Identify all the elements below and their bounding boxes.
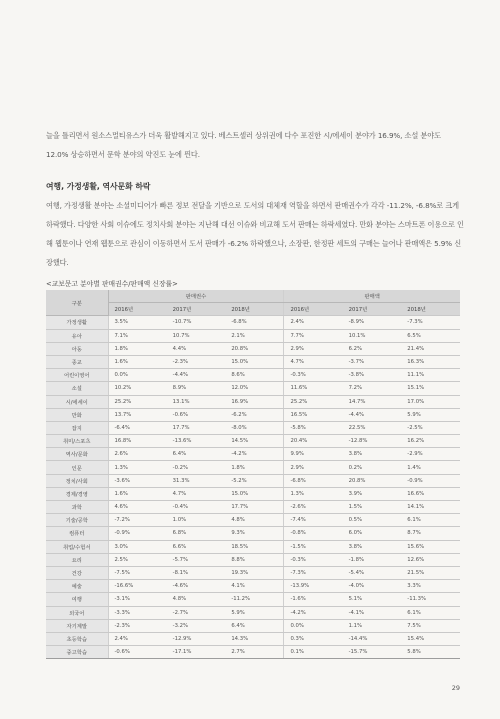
table-cell: -12.8% bbox=[343, 435, 402, 448]
table-cell: 8.6% bbox=[225, 369, 284, 382]
table-cell: 14.3% bbox=[225, 632, 284, 645]
table-cell: 6.5% bbox=[401, 329, 460, 342]
header-category: 구분 bbox=[46, 290, 108, 316]
row-category: 초등학습 bbox=[46, 632, 108, 645]
table-cell: -3.6% bbox=[108, 474, 167, 487]
table-cell: 5.9% bbox=[401, 408, 460, 421]
table-cell: -11.2% bbox=[225, 593, 284, 606]
row-category: 중고학습 bbox=[46, 646, 108, 659]
table-cell: 12.6% bbox=[401, 553, 460, 566]
row-category: 종교 bbox=[46, 355, 108, 368]
table-cell: 3.9% bbox=[343, 487, 402, 500]
table-cell: 14.1% bbox=[401, 501, 460, 514]
header-year: 2016년 bbox=[108, 303, 167, 316]
table-cell: -2.9% bbox=[401, 448, 460, 461]
table-cell: -1.6% bbox=[284, 593, 343, 606]
section-heading: 여행, 가정생활, 역사문화 하락 bbox=[46, 182, 151, 191]
table-cell: 6.6% bbox=[167, 540, 226, 553]
table-cell: 2.5% bbox=[108, 553, 167, 566]
header-group-units: 판매권수 bbox=[108, 290, 284, 303]
table-cell: 10.2% bbox=[108, 382, 167, 395]
row-category: 역사/문화 bbox=[46, 448, 108, 461]
table-cell: 7.7% bbox=[284, 329, 343, 342]
table-cell: 11.6% bbox=[284, 382, 343, 395]
table-cell: 5.9% bbox=[225, 606, 284, 619]
table-cell: 3.5% bbox=[108, 316, 167, 329]
table-cell: -0.4% bbox=[167, 501, 226, 514]
table-cell: 15.0% bbox=[225, 487, 284, 500]
table-row bbox=[46, 632, 460, 645]
table-cell: -3.1% bbox=[108, 593, 167, 606]
table-cell: 6.4% bbox=[167, 448, 226, 461]
row-category: 정치/사회 bbox=[46, 474, 108, 487]
table-cell: -15.7% bbox=[343, 646, 402, 659]
table-cell: -12.9% bbox=[167, 632, 226, 645]
table-cell: 9.3% bbox=[225, 527, 284, 540]
table-cell: 4.7% bbox=[167, 487, 226, 500]
table-cell: -13.9% bbox=[284, 580, 343, 593]
table-cell: 6.1% bbox=[401, 514, 460, 527]
table-cell: 7.2% bbox=[343, 382, 402, 395]
table-cell: -5.7% bbox=[167, 553, 226, 566]
table-cell: 21.4% bbox=[401, 342, 460, 355]
table-cell: 9.9% bbox=[284, 448, 343, 461]
table-cell: -2.6% bbox=[284, 501, 343, 514]
table-cell: 2.4% bbox=[108, 632, 167, 645]
table-cell: 1.4% bbox=[401, 461, 460, 474]
table-cell: -3.2% bbox=[167, 619, 226, 632]
row-category: 시/에세이 bbox=[46, 395, 108, 408]
row-category: 자기계발 bbox=[46, 619, 108, 632]
row-category: 취미/스포츠 bbox=[46, 435, 108, 448]
table-cell: 2.4% bbox=[284, 316, 343, 329]
table-cell: 3.0% bbox=[108, 540, 167, 553]
header-year: 2017년 bbox=[343, 303, 402, 316]
table-cell: 6.2% bbox=[343, 342, 402, 355]
table-cell: -3.7% bbox=[343, 355, 402, 368]
header-year: 2018년 bbox=[225, 303, 284, 316]
table-cell: 19.3% bbox=[225, 566, 284, 579]
table-cell: 7.1% bbox=[108, 329, 167, 342]
table-cell: 12.0% bbox=[225, 382, 284, 395]
table-cell: 2.9% bbox=[284, 461, 343, 474]
table-cell: 0.0% bbox=[284, 619, 343, 632]
table-cell: 3.3% bbox=[401, 580, 460, 593]
row-category: 어린이영어 bbox=[46, 369, 108, 382]
row-category: 인문 bbox=[46, 461, 108, 474]
table-cell: 3.8% bbox=[343, 448, 402, 461]
table-row bbox=[46, 501, 460, 514]
table-cell: 0.5% bbox=[343, 514, 402, 527]
table-cell: -7.3% bbox=[284, 566, 343, 579]
table-cell: 1.1% bbox=[343, 619, 402, 632]
table-cell: -5.2% bbox=[225, 474, 284, 487]
table-body bbox=[46, 316, 460, 659]
table-row bbox=[46, 342, 460, 355]
table-cell: 21.5% bbox=[401, 566, 460, 579]
table-row bbox=[46, 435, 460, 448]
table-row bbox=[46, 553, 460, 566]
table-row bbox=[46, 408, 460, 421]
table-cell: 1.6% bbox=[108, 487, 167, 500]
table-cell: -7.2% bbox=[108, 514, 167, 527]
table-row bbox=[46, 421, 460, 434]
table-cell: -0.6% bbox=[108, 646, 167, 659]
table-cell: -4.4% bbox=[167, 369, 226, 382]
table-cell: 13.1% bbox=[167, 395, 226, 408]
table-cell: 2.9% bbox=[284, 342, 343, 355]
table-cell: -2.5% bbox=[401, 421, 460, 434]
table-cell: -17.1% bbox=[167, 646, 226, 659]
table-cell: 4.8% bbox=[225, 514, 284, 527]
header-year: 2017년 bbox=[167, 303, 226, 316]
table-cell: -4.6% bbox=[167, 580, 226, 593]
table-cell: 17.7% bbox=[167, 421, 226, 434]
table-cell: 1.8% bbox=[108, 342, 167, 355]
table-cell: 25.2% bbox=[284, 395, 343, 408]
table-row bbox=[46, 593, 460, 606]
table-cell: 2.7% bbox=[225, 646, 284, 659]
table-cell: -7.4% bbox=[284, 514, 343, 527]
table-row bbox=[46, 527, 460, 540]
table-cell: 22.5% bbox=[343, 421, 402, 434]
table-cell: -13.6% bbox=[167, 435, 226, 448]
table-cell: 5.1% bbox=[343, 593, 402, 606]
row-category: 컴퓨터 bbox=[46, 527, 108, 540]
table-cell: -8.9% bbox=[343, 316, 402, 329]
table-row bbox=[46, 395, 460, 408]
table-row bbox=[46, 316, 460, 329]
table-row bbox=[46, 580, 460, 593]
table-cell: 4.1% bbox=[225, 580, 284, 593]
table-cell: -3.8% bbox=[343, 369, 402, 382]
table-cell: 15.0% bbox=[225, 355, 284, 368]
table-cell: 16.2% bbox=[401, 435, 460, 448]
row-category: 기술/공학 bbox=[46, 514, 108, 527]
table-cell: -0.9% bbox=[401, 474, 460, 487]
table-cell: 11.1% bbox=[401, 369, 460, 382]
table-row bbox=[46, 448, 460, 461]
table-cell: -11.3% bbox=[401, 593, 460, 606]
table-cell: 16.3% bbox=[401, 355, 460, 368]
table-cell: -5.8% bbox=[284, 421, 343, 434]
table-cell: -8.0% bbox=[225, 421, 284, 434]
table-row bbox=[46, 619, 460, 632]
table-cell: 18.5% bbox=[225, 540, 284, 553]
table-cell: 8.9% bbox=[167, 382, 226, 395]
table-cell: 14.7% bbox=[343, 395, 402, 408]
table-cell: 13.7% bbox=[108, 408, 167, 421]
row-category: 경제/경영 bbox=[46, 487, 108, 500]
row-category: 소설 bbox=[46, 382, 108, 395]
table-cell: 6.4% bbox=[225, 619, 284, 632]
table-cell: 16.6% bbox=[401, 487, 460, 500]
page-number: 29 bbox=[451, 684, 460, 692]
row-category: 여행 bbox=[46, 593, 108, 606]
table-cell: 2.1% bbox=[225, 329, 284, 342]
table-cell: 20.4% bbox=[284, 435, 343, 448]
table-cell: 10.1% bbox=[343, 329, 402, 342]
table-row bbox=[46, 514, 460, 527]
table-cell: 4.6% bbox=[108, 501, 167, 514]
table-cell: -4.2% bbox=[284, 606, 343, 619]
table-cell: 7.5% bbox=[401, 619, 460, 632]
table-cell: 1.6% bbox=[108, 355, 167, 368]
table-cell: -10.7% bbox=[167, 316, 226, 329]
table-cell: -6.8% bbox=[225, 316, 284, 329]
table-cell: 20.8% bbox=[225, 342, 284, 355]
table-cell: 15.4% bbox=[401, 632, 460, 645]
table-cell: 3.8% bbox=[343, 540, 402, 553]
table-cell: -0.9% bbox=[108, 527, 167, 540]
table-cell: 1.8% bbox=[225, 461, 284, 474]
row-category: 아동 bbox=[46, 342, 108, 355]
table-row bbox=[46, 606, 460, 619]
table-cell: -0.3% bbox=[284, 553, 343, 566]
table-cell: -4.1% bbox=[343, 606, 402, 619]
table-cell: 14.5% bbox=[225, 435, 284, 448]
table-cell: -7.3% bbox=[401, 316, 460, 329]
table-cell: -1.8% bbox=[343, 553, 402, 566]
table-cell: 0.0% bbox=[108, 369, 167, 382]
table-cell: -16.6% bbox=[108, 580, 167, 593]
row-category: 유아 bbox=[46, 329, 108, 342]
table-cell: -5.4% bbox=[343, 566, 402, 579]
table-cell: -4.0% bbox=[343, 580, 402, 593]
table-cell: 20.8% bbox=[343, 474, 402, 487]
row-category: 취업/수험서 bbox=[46, 540, 108, 553]
table-row bbox=[46, 646, 460, 659]
table-cell: 10.7% bbox=[167, 329, 226, 342]
table-cell: 4.7% bbox=[284, 355, 343, 368]
table-row bbox=[46, 369, 460, 382]
table-cell: 1.3% bbox=[284, 487, 343, 500]
row-category: 건강 bbox=[46, 566, 108, 579]
table-row bbox=[46, 382, 460, 395]
table-cell: -2.7% bbox=[167, 606, 226, 619]
table-row bbox=[46, 474, 460, 487]
header-year: 2018년 bbox=[401, 303, 460, 316]
table-cell: 1.3% bbox=[108, 461, 167, 474]
table-cell: 17.7% bbox=[225, 501, 284, 514]
table-cell: 1.5% bbox=[343, 501, 402, 514]
table-cell: 6.8% bbox=[167, 527, 226, 540]
table-cell: -2.3% bbox=[167, 355, 226, 368]
table-cell: 15.6% bbox=[401, 540, 460, 553]
table-cell: 0.2% bbox=[343, 461, 402, 474]
row-category: 가정생활 bbox=[46, 316, 108, 329]
table-row bbox=[46, 566, 460, 579]
table-cell: 16.5% bbox=[284, 408, 343, 421]
table-cell: 6.0% bbox=[343, 527, 402, 540]
table-cell: 8.8% bbox=[225, 553, 284, 566]
table-cell: -8.1% bbox=[167, 566, 226, 579]
table-cell: -3.3% bbox=[108, 606, 167, 619]
table-cell: 15.1% bbox=[401, 382, 460, 395]
table-cell: -0.6% bbox=[167, 408, 226, 421]
sales-growth-table bbox=[46, 290, 460, 659]
table-cell: 4.4% bbox=[167, 342, 226, 355]
table-row bbox=[46, 487, 460, 500]
table-cell: -7.5% bbox=[108, 566, 167, 579]
row-category: 만화 bbox=[46, 408, 108, 421]
table-cell: -14.4% bbox=[343, 632, 402, 645]
table-cell: 8.7% bbox=[401, 527, 460, 540]
table-cell: -4.2% bbox=[225, 448, 284, 461]
row-category: 예술 bbox=[46, 580, 108, 593]
table-row bbox=[46, 329, 460, 342]
table-cell: -0.3% bbox=[284, 369, 343, 382]
row-category: 외국어 bbox=[46, 606, 108, 619]
header-year: 2016년 bbox=[284, 303, 343, 316]
table-cell: 1.0% bbox=[167, 514, 226, 527]
row-category: 과학 bbox=[46, 501, 108, 514]
table-cell: 6.1% bbox=[401, 606, 460, 619]
table-row bbox=[46, 540, 460, 553]
table-row bbox=[46, 461, 460, 474]
table-row bbox=[46, 355, 460, 368]
table-cell: 0.1% bbox=[284, 646, 343, 659]
table-cell: -0.2% bbox=[167, 461, 226, 474]
table-caption: <교보문고 분야별 판매권수/판매액 신장률> bbox=[46, 280, 178, 288]
table-cell: -0.8% bbox=[284, 527, 343, 540]
table-cell: -2.3% bbox=[108, 619, 167, 632]
table-cell: 0.3% bbox=[284, 632, 343, 645]
table-cell: 31.3% bbox=[167, 474, 226, 487]
row-category: 요리 bbox=[46, 553, 108, 566]
table-cell: 2.6% bbox=[108, 448, 167, 461]
table-cell: 4.8% bbox=[167, 593, 226, 606]
table-cell: -6.8% bbox=[284, 474, 343, 487]
table-cell: -6.4% bbox=[108, 421, 167, 434]
table-cell: 16.9% bbox=[225, 395, 284, 408]
body-paragraph-intro: 늘을 틀리면서 원소스멀티유스가 더욱 활발해지고 있다. 베스트셀러 상위권에 다수 포진한 시/에세이 분야가 16.9%, 소설 분야도 12.0% 상승하면서 문학 분야의 약진도 눈에 띈다. bbox=[46, 131, 441, 159]
table-cell: -1.5% bbox=[284, 540, 343, 553]
table-cell: 25.2% bbox=[108, 395, 167, 408]
body-paragraph-travel: 여행, 가정생활 분야는 소셜미디어가 빠른 정보 전달을 기반으로 도서의 대체재 역할을 하면서 판매권수가 각각 -11.2%, -6.8%로 크게 하락했다. 다양한 사회 이슈에도 정치사회 분야는 지난해 대선 이슈와 비교해 도서 판매는 하락세였다. 만화 분야는 스마트폰 이용으로 인해 웹툰이나 연재 웹툰으로 관심이 이동하면서 도서 판매가 -6.2% 하락했으나, 소장판, 한정판 세트의 구매는 늘어나 판매액은 5.9% 신장했다. bbox=[46, 201, 464, 267]
table-cell: -6.2% bbox=[225, 408, 284, 421]
table-cell: 17.0% bbox=[401, 395, 460, 408]
row-category: 잡지 bbox=[46, 421, 108, 434]
header-group-sales: 판매액 bbox=[284, 290, 460, 303]
table-cell: 16.8% bbox=[108, 435, 167, 448]
table-cell: 5.8% bbox=[401, 646, 460, 659]
table-cell: -4.4% bbox=[343, 408, 402, 421]
